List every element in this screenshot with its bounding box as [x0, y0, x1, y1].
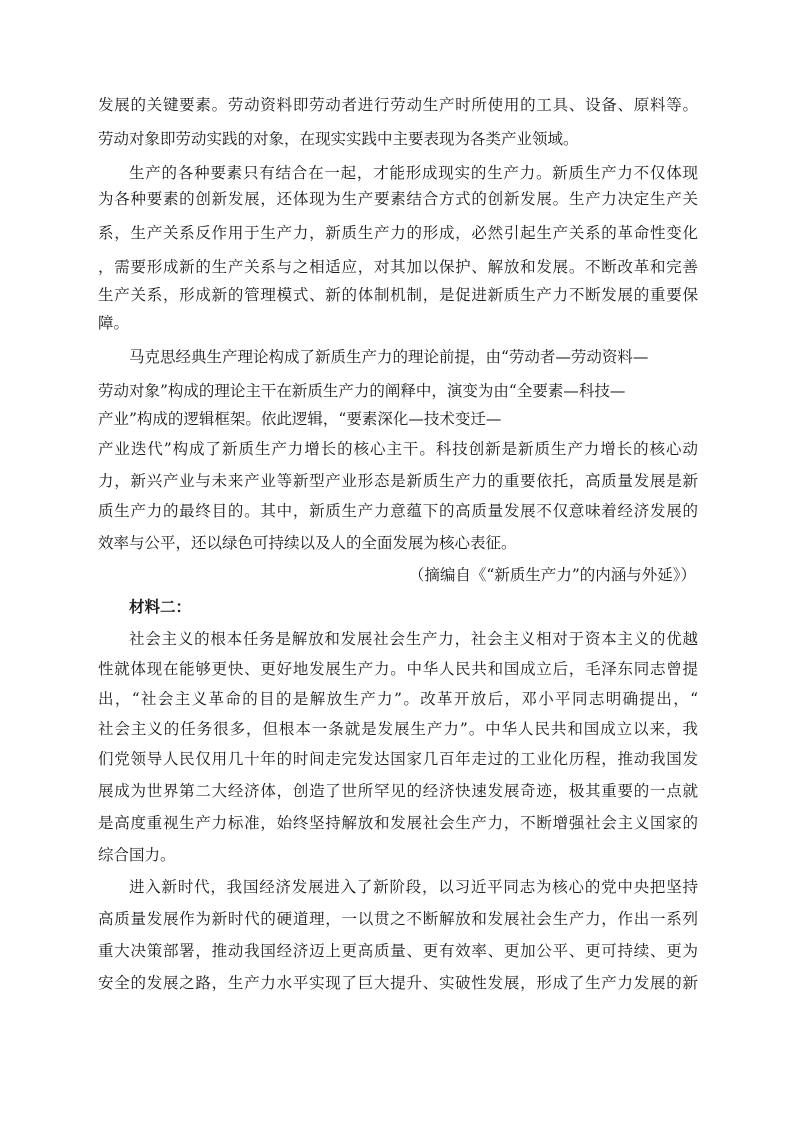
text-line: 生产的各种要素只有结合在一起，才能形成现实的生产力。新质生产力不仅体现 [129, 164, 698, 182]
text-line: 质生产力的最终目的。其中，新质生产力意蕴下的高质量发展不仅意味着经济发展的 [98, 502, 698, 520]
text-line: 社会主义的根本任务是解放和发展社会生产力，社会主义相对于资本主义的优越 [129, 630, 698, 648]
text-line: 是高度重视生产力标准，始终坚持解放和发展社会生产力，不断增强社会主义国家的 [98, 814, 698, 832]
text-line: 劳动对象即劳动实践的对象，在现实实践中主要表现为各类产业领域。 [98, 130, 579, 148]
text-line: 性就体现在能够更快、更好地发展生产力。中华人民共和国成立后，毛泽东同志曾提 [98, 660, 698, 678]
text-line: 障。 [98, 314, 130, 332]
text-line: 们党领导人民仅用几十年的时间走完发达国家几百年走过的工业化历程，推动我国发 [98, 750, 698, 768]
text-line: 综合国力。 [98, 846, 176, 864]
text-line: 为各种要素的创新发展，还体现为生产要素结合方式的创新发展。生产力决定生产关 [98, 190, 698, 208]
text-line: 马克思经典生产理论构成了新质生产力的理论前提，由“劳动者—劳动资料— [129, 348, 649, 366]
text-line: 劳动对象”构成的理论主干在新质生产力的阐释中，演变为由“全要素—科技— [98, 382, 626, 400]
text-line: 效率与公平，还以绿色可持续以及人的全面发展为核心表征。 [98, 534, 517, 552]
text-line: 发展的关键要素。劳动资料即劳动者进行劳动生产时所使用的工具、设备、原料等。 [98, 96, 698, 114]
text-line: 安全的发展之路，生产力水平实现了巨大提升、实破性发展，形成了生产力发展的新 [98, 974, 698, 992]
text-line: 高质量发展作为新时代的硬道理，一以贯之不断解放和发展社会生产力，作出一系列 [98, 910, 698, 928]
section-heading: 材料二： [129, 597, 192, 616]
text-line: 重大决策部署，推动我国经济迈上更高质量、更有效率、更加公平、更可持续、更为 [98, 942, 698, 960]
text-line: ，需要形成新的生产关系与之相适应，对其加以保护、解放和发展。不断改革和完善 [98, 258, 698, 276]
text-line: 产业迭代”构成了新质生产力增长的核心主干。科技创新是新质生产力增长的核心动 [98, 440, 698, 458]
text-line: 展成为世界第二大经济体，创造了世所罕见的经济快速发展奇迹，极其重要的一点就 [98, 782, 698, 800]
text-line: 进入新时代，我国经济发展进入了新阶段，以习近平同志为核心的党中央把坚持 [129, 878, 698, 896]
text-line: 出，“社会主义革命的目的是解放生产力”。改革开放后，邓小平同志明确提出，“ [98, 690, 698, 708]
text-line: 系，生产关系反作用于生产力，新质生产力的形成，必然引起生产关系的革命性变化 [98, 224, 698, 242]
text-line: 生产关系，形成新的管理模式、新的体制机制，是促进新质生产力不断发展的重要保 [98, 286, 698, 304]
source-citation: （摘编自《“新质生产力”的内涵与外延》） [408, 566, 696, 584]
text-line: 力，新兴产业与未来产业等新型产业形态是新质生产力的重要依托，高质量发展是新 [98, 472, 698, 490]
text-line: 产业”构成的逻辑框架。依此逻辑，“要素深化—技术变迁— [98, 410, 502, 428]
text-line: 社会主义的任务很多，但根本一条就是发展生产力”。中华人民共和国成立以来，我 [98, 720, 698, 738]
